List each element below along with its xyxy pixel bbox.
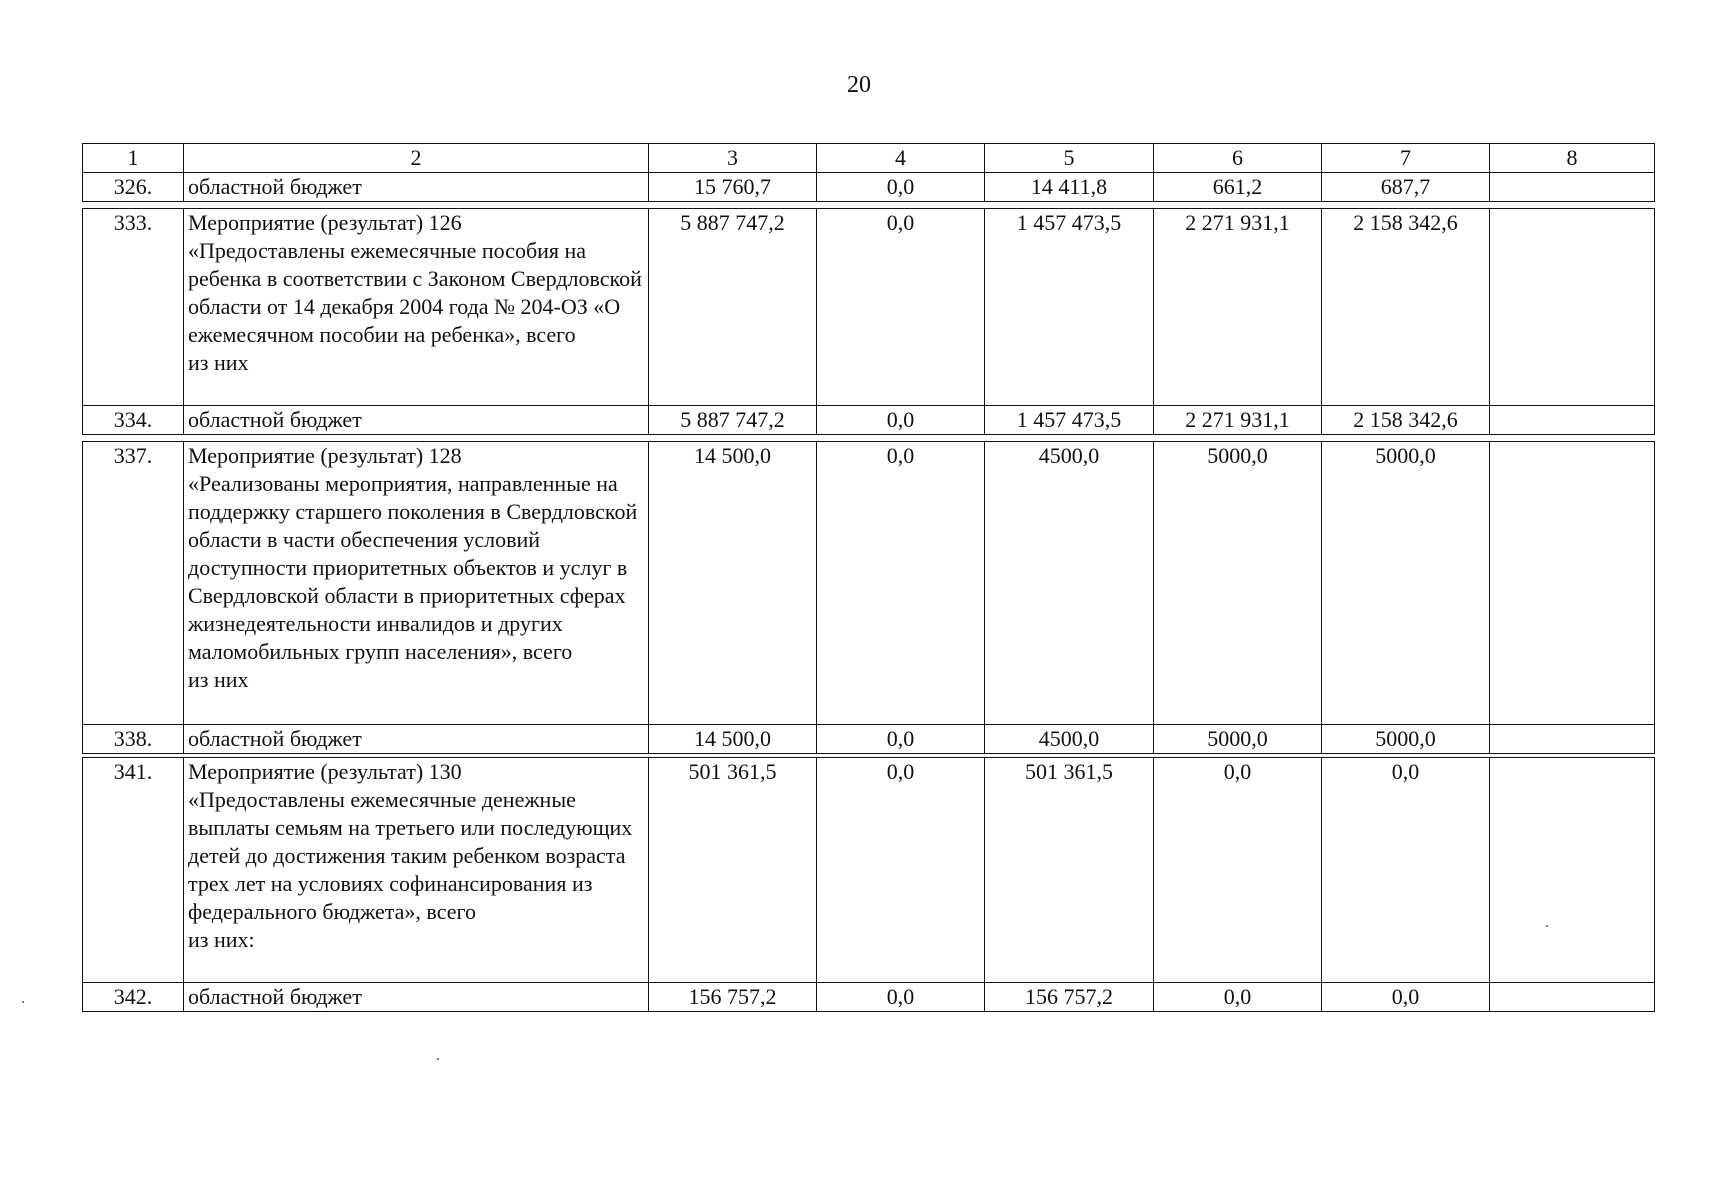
page-number: 20 — [847, 72, 871, 98]
row-name: областной бюджет — [184, 725, 649, 754]
value-col-6: 2 271 931,1 — [1154, 406, 1322, 435]
table-group-128 — [82, 441, 1655, 754]
table-row — [83, 725, 1655, 754]
value-col-5: 14 411,8 — [985, 173, 1154, 202]
value-col-3: 5 887 747,2 — [649, 406, 817, 435]
value-col-8 — [1490, 406, 1655, 435]
value-col-6: 5000,0 — [1154, 442, 1322, 725]
value-col-6: 5000,0 — [1154, 725, 1322, 754]
scan-speck — [22, 1001, 24, 1003]
value-col-3: 156 757,2 — [649, 983, 817, 1012]
row-name: областной бюджет — [184, 983, 649, 1012]
value-col-3: 15 760,7 — [649, 173, 817, 202]
row-name: областной бюджет — [184, 173, 649, 202]
value-col-5: 1 457 473,5 — [985, 209, 1154, 406]
table-row — [83, 983, 1655, 1012]
value-col-7: 0,0 — [1322, 983, 1490, 1012]
row-number: 341. — [83, 758, 184, 983]
value-col-8 — [1490, 209, 1655, 406]
header-cell-8: 8 — [1490, 144, 1655, 173]
activity-description: Мероприятие (результат) 130 «Предоставлены ежемесячные денежные выплаты семьям на третьего или последующих детей до достижения таким ребенком возраста трех лет на условиях софинансирования из федерального бюджета», всего из них: — [184, 758, 649, 983]
row-number: 334. — [83, 406, 184, 435]
header-cell-3: 3 — [649, 144, 817, 173]
value-col-4: 0,0 — [817, 442, 985, 725]
value-col-4: 0,0 — [817, 725, 985, 754]
table-row — [83, 758, 1655, 983]
value-col-8 — [1490, 442, 1655, 725]
value-col-6: 2 271 931,1 — [1154, 209, 1322, 406]
value-col-6: 661,2 — [1154, 173, 1322, 202]
value-col-4: 0,0 — [817, 173, 985, 202]
table-row — [83, 406, 1655, 435]
value-col-4: 0,0 — [817, 209, 985, 406]
value-col-7: 0,0 — [1322, 758, 1490, 983]
table-group-126 — [82, 208, 1655, 435]
value-col-7: 2 158 342,6 — [1322, 406, 1490, 435]
header-cell-6: 6 — [1154, 144, 1322, 173]
value-col-5: 4500,0 — [985, 725, 1154, 754]
value-col-7: 687,7 — [1322, 173, 1490, 202]
value-col-6: 0,0 — [1154, 758, 1322, 983]
row-name: областной бюджет — [184, 406, 649, 435]
header-cell-2: 2 — [184, 144, 649, 173]
value-col-8 — [1490, 173, 1655, 202]
header-cell-1: 1 — [83, 144, 184, 173]
value-col-5: 1 457 473,5 — [985, 406, 1154, 435]
value-col-3: 501 361,5 — [649, 758, 817, 983]
column-number-row — [83, 144, 1655, 173]
value-col-6: 0,0 — [1154, 983, 1322, 1012]
value-col-7: 5000,0 — [1322, 442, 1490, 725]
value-col-5: 501 361,5 — [985, 758, 1154, 983]
value-col-7: 2 158 342,6 — [1322, 209, 1490, 406]
table-header-block — [82, 143, 1655, 202]
value-col-3: 5 887 747,2 — [649, 209, 817, 406]
value-col-4: 0,0 — [817, 406, 985, 435]
value-col-5: 4500,0 — [985, 442, 1154, 725]
header-cell-5: 5 — [985, 144, 1154, 173]
value-col-8 — [1490, 758, 1655, 983]
header-cell-7: 7 — [1322, 144, 1490, 173]
value-col-4: 0,0 — [817, 758, 985, 983]
table-row — [83, 442, 1655, 725]
scan-speck — [1546, 925, 1548, 927]
row-number: 337. — [83, 442, 184, 725]
value-col-8 — [1490, 983, 1655, 1012]
value-col-8 — [1490, 725, 1655, 754]
value-col-4: 0,0 — [817, 983, 985, 1012]
value-col-3: 14 500,0 — [649, 725, 817, 754]
row-number: 326. — [83, 173, 184, 202]
value-col-7: 5000,0 — [1322, 725, 1490, 754]
value-col-3: 14 500,0 — [649, 442, 817, 725]
table-group-130 — [82, 757, 1655, 1012]
table-row — [83, 209, 1655, 406]
row-number: 342. — [83, 983, 184, 1012]
activity-description: Мероприятие (результат) 126 «Предоставлены ежемесячные пособия на ребенка в соответствии с Законом Свердловской области от 14 декабря 2004 года № 204-ОЗ «О ежемесячном пособии на ребенка», всего из них — [184, 209, 649, 406]
header-cell-4: 4 — [817, 144, 985, 173]
value-col-5: 156 757,2 — [985, 983, 1154, 1012]
table-row — [83, 173, 1655, 202]
row-number: 338. — [83, 725, 184, 754]
row-number: 333. — [83, 209, 184, 406]
activity-description: Мероприятие (результат) 128 «Реализованы мероприятия, направленные на поддержку старшего поколения в Свердловской области в части обеспечения условий доступности приоритетных объектов и услуг в Свердловской области в приоритетных сферах жизнедеятельности инвалидов и других маломобильных групп населения», всего из них — [184, 442, 649, 725]
scan-speck — [437, 1058, 439, 1060]
